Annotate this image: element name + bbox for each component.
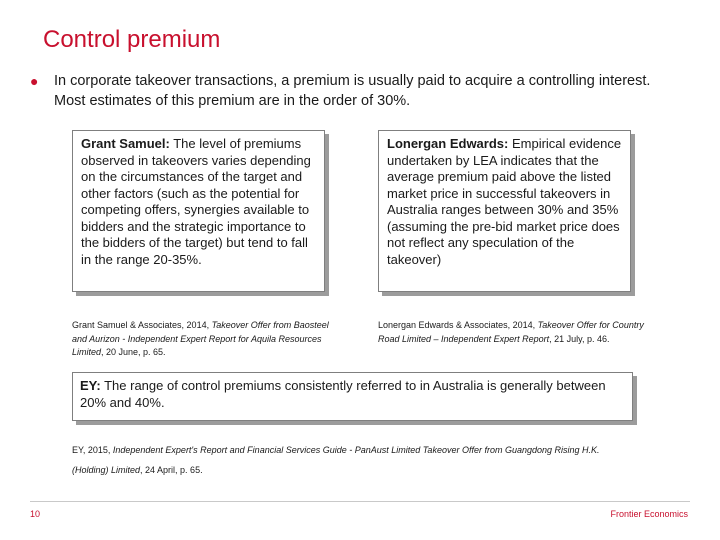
lonergan-edwards-label: Lonergan Edwards: (387, 136, 509, 151)
grant-samuel-quote-box (72, 130, 325, 292)
bullet-dot-icon: ● (30, 73, 39, 89)
grant-samuel-citation (72, 319, 332, 360)
citation-suffix: , 20 June, p. 65. (101, 347, 166, 357)
citation-prefix: Lonergan Edwards & Associates, 2014, (378, 320, 538, 330)
footer-divider (30, 501, 690, 502)
grant-samuel-text: The level of premiums observed in takeovers varies depending on the circumstances of the target and other factors (such as the potential for competing offers, synergies available to bidders and the strategic importance to the bidders of the target) but tend to fall in the range 20-35%. (81, 136, 311, 267)
citation-prefix: EY, 2015, (72, 445, 113, 455)
page-number: 10 (30, 509, 41, 519)
citation-title: Independent Expert's Report and Financial Services Guide - PanAust Limited Takeover Offer from Guangdong Rising H.K. (Holding) Limited (72, 445, 600, 475)
lonergan-edwards-quote-box (378, 130, 631, 292)
ey-text: The range of control premiums consistently referred to in Australia is generally between 20% and 40%. (80, 378, 606, 410)
lonergan-edwards-citation (378, 319, 648, 346)
ey-label: EY: (80, 378, 101, 393)
citation-prefix: Grant Samuel & Associates, 2014, (72, 320, 212, 330)
footer-brand: Frontier Economics (610, 509, 688, 519)
grant-samuel-label: Grant Samuel: (81, 136, 170, 151)
citation-suffix: , 24 April, p. 65. (140, 465, 203, 475)
lonergan-edwards-text: Empirical evidence undertaken by LEA indicates that the average premium paid above the listed market price in successful takeovers in Australia ranges between 30% and 35% (assuming the pre-bid market price does not reflect any speculation of the takeover) (387, 136, 622, 267)
citation-title: Takeover Offer for Country Road Limited – Independent Expert Report (378, 320, 644, 344)
citation-suffix: , 21 July, p. 46. (549, 333, 610, 344)
intro-bullet-text: In corporate takeover transactions, a premium is usually paid to acquire a controlling interest. Most estimates of this premium are in the order of 30%. (54, 73, 651, 109)
ey-citation (72, 440, 632, 480)
slide-title: Control premium (43, 26, 221, 53)
citation-title: Takeover Offer from Baosteel and Aurizon - Independent Expert Report for Aquila Resources Limited (72, 320, 329, 357)
ey-quote-box (72, 372, 633, 421)
